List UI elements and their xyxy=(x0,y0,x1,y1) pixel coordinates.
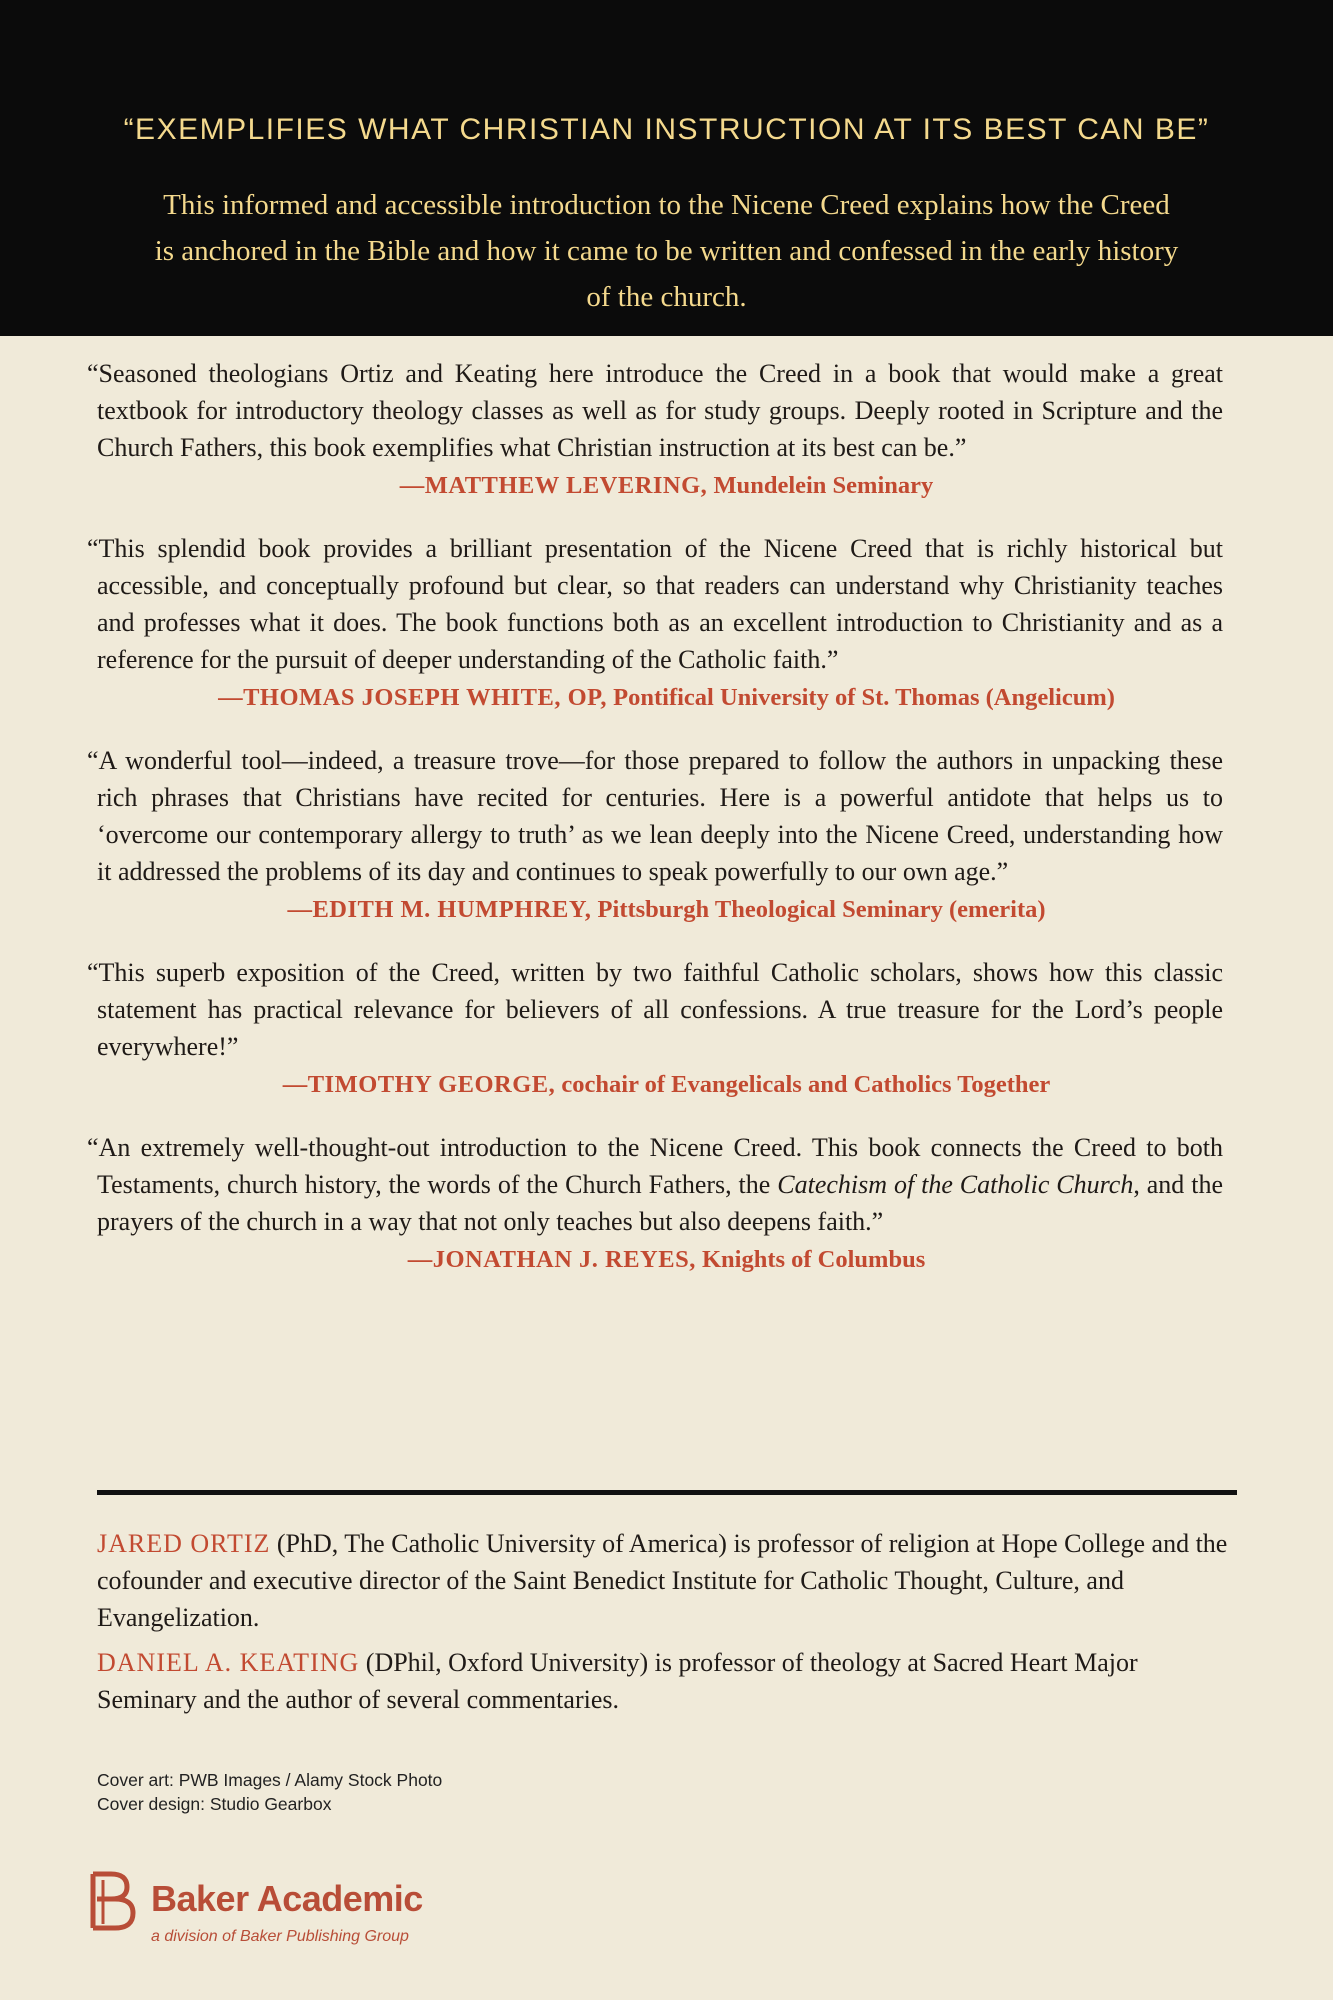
endorsement xyxy=(0,355,1333,504)
endorsement-text: “This superb exposition of the Creed, written by two faithful Catholic scholars, shows how this classic statement has practical relevance for believers of all confessions. A true treasure for the Lord’s people everywhere!” xyxy=(87,958,1223,1061)
endorsement-text-end: , and the prayers of the church in a way that not only teaches but also deepens faith.” xyxy=(97,1170,1223,1236)
endorsement-attribution xyxy=(0,680,1333,716)
endorsement xyxy=(0,530,1333,716)
endorser-name: —JONATHAN J. REYES, xyxy=(407,1246,696,1273)
endorsements xyxy=(0,355,1333,1304)
endorser-affiliation: Mundelein Seminary xyxy=(713,472,934,499)
cover-design-credit: Cover design: Studio Gearbox xyxy=(97,1794,332,1814)
endorsement-text: “Seasoned theologians Ortiz and Keating here introduce the Creed in a book that would make a great textbook for introductory theology classes as well as for study groups. Deeply rooted in Scripture and the Church Fathers, this book exemplifies what Christian instruction at its best can be.” xyxy=(87,359,1223,462)
author-bios xyxy=(97,1525,1237,1726)
author-bio xyxy=(97,1525,1237,1636)
endorsement-attribution xyxy=(0,892,1333,928)
header-band xyxy=(0,0,1333,336)
endorser-name: —TIMOTHY GEORGE, xyxy=(282,1071,556,1098)
endorsement xyxy=(0,1129,1333,1278)
endorsement-text: “This splendid book provides a brilliant presentation of the Nicene Creed that is richly historical but accessible, and conceptually profound but clear, so that readers can understand why Christianity teaches and professes what it does. The book functions both as an excellent introduction to Christianity and as a reference for the pursuit of deeper understanding of the Catholic faith.” xyxy=(87,534,1223,674)
endorsement-text xyxy=(87,1129,1223,1240)
endorsement-attribution xyxy=(0,1067,1333,1103)
endorser-name: —THOMAS JOSEPH WHITE, OP, xyxy=(218,684,608,711)
endorsement-text: “A wonderful tool—indeed, a treasure trove—for those prepared to follow the authors in unpacking these rich phrases that Christians have recited for centuries. Here is a powerful antidote that helps us to ‘overcome our contemporary allergy to truth’ as we lean deeply into the Nicene Creed, understanding how it addressed the problems of its day and continues to speak powerfully to our own age.” xyxy=(87,746,1223,886)
endorsement xyxy=(0,742,1333,928)
publisher-logo xyxy=(87,1868,507,1963)
author-bio-text: (DPhil, Oxford University) is professor of theology at Sacred Heart Major Seminary and the author of several commentaries. xyxy=(97,1648,1138,1714)
endorser-affiliation: Pontifical University of St. Thomas (Angelicum) xyxy=(613,684,1115,711)
cover-art-credit: Cover art: PWB Images / Alamy Stock Photo xyxy=(97,1770,443,1790)
endorser-affiliation: Knights of Columbus xyxy=(701,1246,926,1273)
book-title-italic: Catechism of the Catholic Church xyxy=(777,1170,1134,1199)
endorsement-text-start: “An extremely well-thought-out introduction to the Nicene Creed. This book connects the Creed to both Testaments, church history, the words of the Church Fathers, the xyxy=(87,1133,1223,1199)
endorser-name: —MATTHEW LEVERING, xyxy=(399,472,708,499)
cover-credits xyxy=(97,1768,442,1816)
publisher-division: a division of Baker Publishing Group xyxy=(151,1928,409,1945)
author-bio xyxy=(97,1644,1237,1718)
endorser-affiliation: Pittsburgh Theological Seminary (emerita) xyxy=(597,896,1046,923)
endorsement xyxy=(0,954,1333,1103)
author-name: JARED ORTIZ xyxy=(97,1529,271,1558)
endorsement-attribution xyxy=(0,468,1333,504)
endorser-name: —EDITH M. HUMPHREY, xyxy=(287,896,592,923)
author-bio-text: (PhD, The Catholic University of America) is professor of religion at Hope College and the cofounder and executive director of the Saint Benedict Institute for Catholic Thought, Culture, and Evangelization. xyxy=(97,1529,1228,1632)
publisher-name: Baker Academic xyxy=(151,1878,423,1919)
endorser-affiliation: cochair of Evangelicals and Catholics Together xyxy=(561,1071,1051,1098)
endorsement-attribution xyxy=(0,1242,1333,1278)
author-name: DANIEL A. KEATING xyxy=(97,1648,360,1677)
book-summary: This informed and accessible introduction to the Nicene Creed explains how the Creed is anchored in the Bible and how it came to be written and confessed in the early history of the church. xyxy=(154,189,1179,313)
baker-b-icon xyxy=(87,1868,147,1934)
section-divider xyxy=(97,1490,1237,1495)
headline: “EXEMPLIFIES WHAT CHRISTIAN INSTRUCTION AT ITS BEST CAN BE” xyxy=(123,113,1210,146)
